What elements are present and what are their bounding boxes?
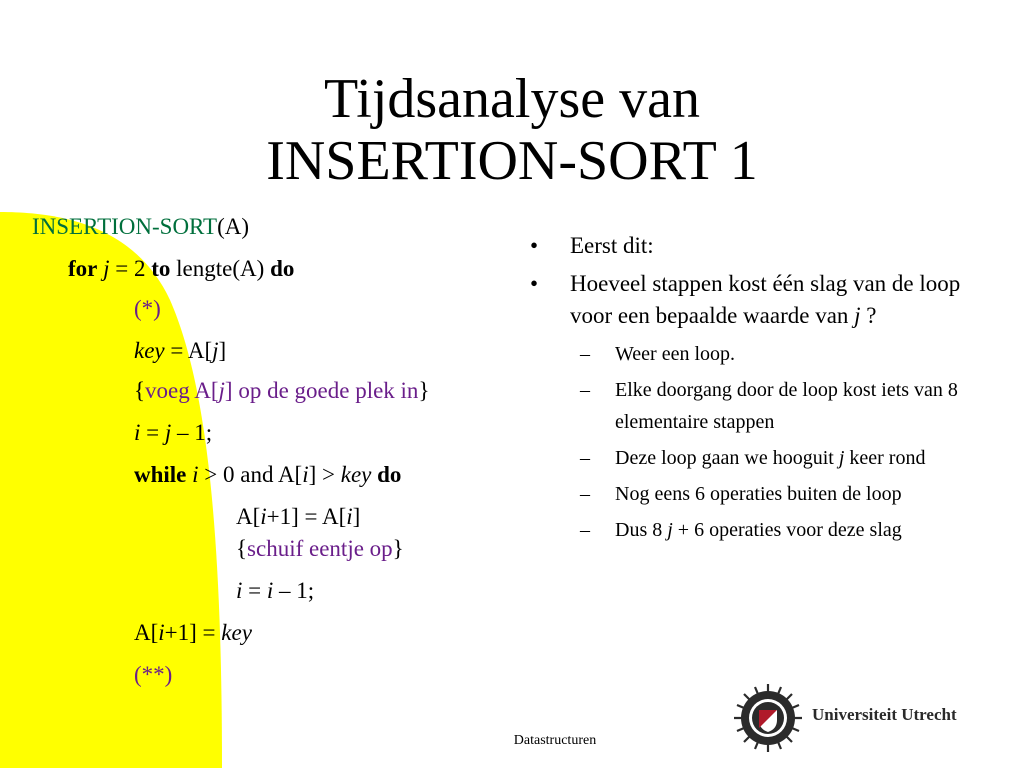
title-line-1: Tijdsanalyse van xyxy=(324,68,700,130)
bullet-list xyxy=(530,230,970,546)
footer-text: Datastructuren xyxy=(513,733,597,748)
bullet-var: j xyxy=(854,303,861,328)
final-a: A[ xyxy=(134,620,159,645)
for-keyword: for xyxy=(68,256,98,281)
code-line-decrement xyxy=(236,576,314,606)
code-line-header xyxy=(32,212,249,242)
code-line-shift xyxy=(236,502,360,532)
to-keyword: to xyxy=(151,256,171,281)
sub-bullet-marker: – xyxy=(580,483,590,505)
bullet-text: Hoeveel stappen kost één slag van de loop voor een bepaalde waarde van xyxy=(570,271,961,328)
do-keyword: do xyxy=(270,256,295,281)
sub-bullet-item xyxy=(530,442,970,474)
brace-open: { xyxy=(134,378,146,403)
shift-a: A[ xyxy=(236,504,261,529)
while-i2: i xyxy=(302,462,309,487)
sub-bullet-text: Elke doorgang door de loop kost iets van 8 elementaire stappen xyxy=(615,379,958,433)
bullet-marker: • xyxy=(530,233,539,258)
sub-bullet-item xyxy=(530,478,970,510)
i-j: j xyxy=(164,420,172,445)
code-line-while xyxy=(134,460,401,490)
i-variable: i xyxy=(134,420,141,445)
for-init: = 2 xyxy=(109,256,152,281)
university-name: Universiteit Utrecht xyxy=(812,705,957,724)
while-cond-b: ] > xyxy=(308,462,341,487)
code-line-for xyxy=(68,254,294,284)
sub-bullet-text: Deze loop gaan we hooguit xyxy=(615,447,839,469)
bullet-item xyxy=(530,230,970,262)
sub-bullet-text: Weer een loop. xyxy=(615,343,735,365)
while-key: key xyxy=(340,462,372,487)
code-line-i-init xyxy=(134,418,212,448)
code-comment-insert xyxy=(134,376,429,406)
while-i: i xyxy=(192,462,199,487)
sub-bullet-item xyxy=(530,514,970,546)
final-b: +1] = xyxy=(164,620,222,645)
title-line-2: INSERTION-SORT 1 xyxy=(266,130,758,192)
final-i: i xyxy=(158,620,165,645)
comment-text-b: ] op de goede plek in xyxy=(224,378,419,403)
procedure-arg: (A) xyxy=(217,214,250,239)
while-keyword: while xyxy=(134,462,187,487)
key-close: ] xyxy=(218,338,227,363)
marker-star: (*) xyxy=(134,296,161,321)
shift-i: i xyxy=(260,504,267,529)
final-key: key xyxy=(221,620,252,645)
bullet-text-end: ? xyxy=(860,303,877,328)
brace-close-2: } xyxy=(392,536,404,561)
sub-bullet-marker: – xyxy=(580,447,590,469)
sub-bullet-text-end: keer rond xyxy=(844,447,926,469)
brace-open-2: { xyxy=(236,536,248,561)
brace-close: } xyxy=(418,378,430,403)
key-variable: key xyxy=(134,338,165,363)
i-rest: – 1; xyxy=(171,420,213,445)
sub-bullet-item xyxy=(530,338,970,370)
bullet-item xyxy=(530,268,970,332)
university-seal-logo xyxy=(732,682,804,754)
sub-bullet-text: Nog eens 6 operaties buiten de loop xyxy=(615,483,902,505)
i-eq: = xyxy=(140,420,165,445)
sub-bullet-marker: – xyxy=(580,379,590,401)
shift-i2: i xyxy=(346,504,353,529)
comment-shift-text: schuif eentje op xyxy=(247,536,393,561)
while-do-keyword: do xyxy=(377,462,402,487)
code-line-final xyxy=(134,618,252,648)
while-cond-a: > 0 and A[ xyxy=(198,462,303,487)
code-comment-shift xyxy=(236,534,404,564)
sub-bullet-marker: – xyxy=(580,519,590,541)
dec-i2: i xyxy=(266,578,274,603)
dec-i: i xyxy=(236,578,243,603)
comment-text-a: voeg A[ xyxy=(145,378,219,403)
comment-index: j xyxy=(218,378,225,403)
marker-double-star: (**) xyxy=(134,662,173,687)
shift-c: ] xyxy=(352,504,361,529)
sub-bullet-text-end: + 6 operaties voor deze slag xyxy=(672,519,902,541)
dec-eq: = xyxy=(242,578,267,603)
slide-title xyxy=(0,68,1024,192)
key-index: j xyxy=(212,338,219,363)
key-assign: = A[ xyxy=(164,338,213,363)
shift-b: +1] = A[ xyxy=(266,504,347,529)
loop-variable: j xyxy=(103,256,110,281)
procedure-name: INSERTION-SORT xyxy=(32,214,218,239)
sub-bullet-marker: – xyxy=(580,343,590,365)
dec-rest: – 1; xyxy=(273,578,315,603)
code-line-key xyxy=(134,336,226,366)
sub-bullet-var: j xyxy=(838,447,845,469)
for-bound: lengte(A) xyxy=(170,256,271,281)
sub-bullet-text: Dus 8 xyxy=(615,519,668,541)
bullet-text: Eerst dit: xyxy=(570,233,654,258)
bullet-marker: • xyxy=(530,271,539,296)
sub-bullet-item xyxy=(530,374,970,438)
sub-bullet-var: j xyxy=(667,519,673,541)
